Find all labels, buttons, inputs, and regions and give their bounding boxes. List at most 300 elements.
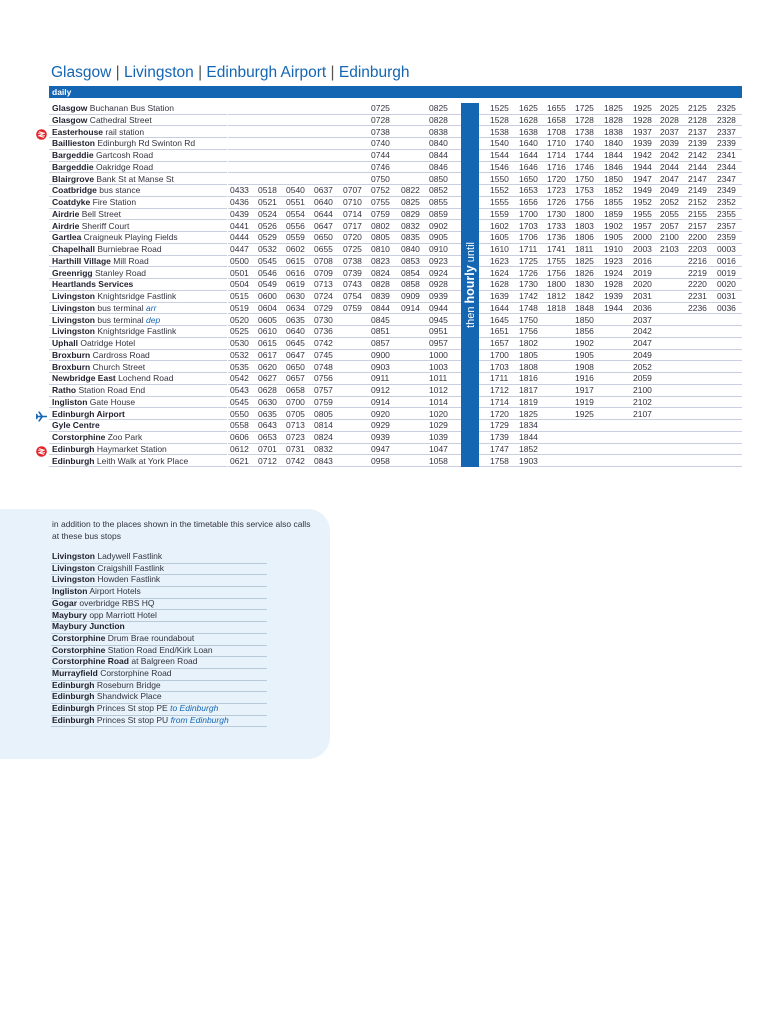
departure-time: 1020 — [429, 408, 448, 419]
departure-time: 1012 — [429, 385, 448, 395]
departure-time: 0822 — [401, 185, 420, 196]
departure-time: 1544 — [490, 150, 509, 160]
departure-time: 0912 — [371, 385, 390, 395]
departure-time: 1852 — [604, 185, 623, 196]
stop-place: Edinburgh Rd Swinton Rd — [94, 138, 196, 149]
departure-time: 0635 — [286, 314, 305, 325]
stop-name — [52, 185, 140, 197]
departure-time: 1645 — [490, 314, 509, 325]
departure-time: 0909 — [401, 291, 420, 301]
departure-time: 1805 — [519, 349, 538, 360]
departure-time: 0835 — [401, 232, 420, 243]
hourly-prefix: then — [465, 306, 477, 328]
departure-time: 1058 — [429, 455, 448, 466]
departure-time: 1902 — [604, 220, 623, 231]
extra-stop-name — [52, 715, 229, 727]
departure-time: 0929 — [371, 420, 390, 431]
departure-time: 0853 — [401, 255, 420, 266]
departure-time: 1826 — [575, 267, 594, 278]
departure-time: 0031 — [717, 291, 736, 301]
title-separator: | — [330, 64, 335, 81]
departure-time: 1733 — [547, 220, 566, 231]
table-row — [49, 279, 742, 291]
departure-time: 1758 — [490, 455, 509, 466]
table-row — [49, 326, 742, 338]
departure-time: 1628 — [519, 114, 538, 125]
stop-name — [52, 432, 142, 444]
departure-time: 0846 — [429, 161, 448, 172]
departure-time: 0524 — [258, 208, 277, 219]
departure-time: 1047 — [429, 443, 448, 454]
table-row — [49, 291, 742, 303]
departure-time: 0436 — [230, 197, 249, 207]
departure-time: 1902 — [575, 338, 594, 348]
timetable — [0, 0, 768, 470]
extra-stop-town: Maybury Junction — [52, 621, 125, 632]
stop-name — [52, 362, 145, 374]
stop-name — [52, 385, 145, 397]
departure-time: 0708 — [314, 255, 333, 266]
departure-time: 2100 — [633, 385, 652, 395]
departure-time: 0945 — [429, 314, 448, 325]
departure-time: 0724 — [314, 291, 333, 301]
departure-time: 1528 — [490, 114, 509, 125]
stop-place: Gate House — [87, 396, 136, 407]
departure-time: 0700 — [286, 396, 305, 407]
departure-time: 1657 — [490, 338, 509, 348]
departure-time: 0542 — [230, 373, 249, 384]
stop-place: bus terminal — [94, 314, 144, 325]
departure-time: 1708 — [547, 126, 566, 137]
departure-time: 2349 — [717, 185, 736, 196]
departure-time: 1741 — [547, 244, 566, 254]
departure-time: 0850 — [429, 173, 448, 184]
stop-place: Lochend Road — [115, 373, 174, 384]
hourly-main: hourly — [463, 265, 477, 304]
departure-time: 0712 — [258, 455, 277, 466]
extra-stop-note: from Edinburgh — [168, 714, 229, 725]
departure-time: 0805 — [314, 408, 333, 419]
stop-town: Coatbridge — [52, 185, 97, 196]
departure-time: 0701 — [258, 443, 277, 454]
departure-time: 0653 — [258, 432, 277, 442]
departure-time: 1039 — [429, 432, 448, 442]
departure-time: 0616 — [286, 267, 305, 278]
departure-time: 0957 — [429, 338, 448, 348]
extra-stop-name — [52, 645, 213, 657]
departure-time: 1925 — [575, 408, 594, 419]
airplane-icon — [36, 409, 47, 420]
departure-time: 0518 — [258, 185, 277, 196]
departure-time: 0630 — [286, 291, 305, 301]
departure-time: 1650 — [519, 173, 538, 184]
departure-time: 2219 — [688, 267, 707, 278]
stop-place: Leith Walk at York Place — [94, 455, 189, 466]
stop-town: Livingston — [52, 291, 95, 301]
stop-place: Haymarket Station — [94, 443, 167, 454]
departure-time: 1916 — [575, 373, 594, 384]
stop-place: bus stance — [96, 185, 141, 196]
departure-time: 2028 — [660, 114, 679, 125]
departure-time: 1939 — [604, 291, 623, 301]
departure-time: 1710 — [547, 138, 566, 149]
departure-time: 2055 — [660, 208, 679, 219]
departure-time: 0640 — [314, 197, 333, 207]
stop-place: Craigneuk Playing Fields — [81, 232, 178, 243]
departure-time: 2019 — [633, 267, 652, 278]
departure-time: 0855 — [429, 197, 448, 207]
extra-stop-place: Corstorphine Road — [97, 668, 172, 678]
departure-time: 2000 — [633, 232, 652, 243]
departure-time: 1730 — [519, 279, 538, 290]
extra-stop-town: Edinburgh — [52, 703, 95, 714]
departure-time: 2059 — [633, 373, 652, 384]
departure-time: 2102 — [633, 396, 652, 407]
departure-time: 1656 — [519, 197, 538, 207]
departure-time: 0759 — [343, 302, 362, 313]
departure-time: 2144 — [688, 161, 707, 172]
stop-town: Livingston — [52, 326, 95, 337]
departure-time: 0742 — [286, 455, 305, 466]
departure-time: 2036 — [633, 302, 652, 313]
departure-time: 1729 — [490, 420, 509, 431]
departure-time: 0939 — [371, 432, 390, 442]
stop-town: Greenrigg — [52, 267, 93, 278]
extra-stop-name — [52, 563, 164, 575]
departure-time: 0543 — [230, 385, 249, 395]
departure-time: 0525 — [230, 326, 249, 337]
departure-time: 0823 — [371, 255, 390, 266]
stop-name — [52, 197, 136, 209]
departure-time: 0628 — [258, 385, 277, 395]
table-row — [49, 268, 742, 280]
stop-name — [52, 209, 121, 221]
departure-time: 1700 — [490, 349, 509, 360]
stop-town: Airdrie — [52, 208, 80, 219]
departure-time: 0745 — [314, 349, 333, 360]
table-row — [49, 350, 742, 362]
extra-stop-name — [52, 574, 160, 586]
departure-time: 0844 — [429, 150, 448, 160]
extra-stop-name — [52, 621, 125, 633]
departure-time: 1644 — [490, 302, 509, 313]
extra-stop-name — [52, 598, 155, 610]
departure-time: 0635 — [258, 408, 277, 419]
departure-time: 0546 — [258, 267, 277, 278]
table-row — [49, 456, 742, 468]
departure-time: 0515 — [230, 291, 249, 301]
hourly-label — [463, 242, 477, 328]
stop-name — [52, 303, 156, 315]
stop-town: Coatdyke — [52, 197, 91, 207]
departure-time: 1623 — [490, 255, 509, 266]
departure-time: 2031 — [633, 291, 652, 301]
stop-town: Ingliston — [52, 396, 88, 407]
departure-time: 2220 — [688, 279, 707, 290]
stop-town: Glasgow — [52, 103, 88, 113]
title-edinburgh: Edinburgh — [338, 64, 410, 81]
departure-time: 1003 — [429, 361, 448, 372]
departure-time: 2044 — [660, 161, 679, 172]
stop-place: Stanley Road — [92, 267, 147, 278]
departure-time: 1756 — [575, 197, 594, 207]
departure-time: 0858 — [401, 279, 420, 290]
departure-time: 0740 — [371, 138, 390, 149]
stop-name — [52, 326, 176, 338]
departure-time: 0723 — [286, 432, 305, 442]
departure-time: 1744 — [575, 150, 594, 160]
extra-stop-place: Ladywell Fastlink — [94, 551, 163, 561]
departure-time: 1825 — [519, 408, 538, 419]
stop-name — [52, 174, 174, 186]
departure-time: 0621 — [230, 455, 249, 466]
departure-time: 0709 — [314, 267, 333, 278]
departure-time: 0637 — [314, 185, 333, 196]
extra-stop-town: Livingston — [52, 551, 95, 561]
departure-time: 2149 — [688, 185, 707, 196]
departure-time: 1957 — [633, 220, 652, 231]
departure-time: 0615 — [286, 255, 305, 266]
departure-time: 2128 — [688, 114, 707, 125]
departure-time: 0558 — [230, 420, 249, 431]
table-row — [49, 420, 742, 432]
stop-place: rail station — [103, 126, 145, 137]
stop-name — [52, 256, 149, 268]
departure-time: 0529 — [258, 232, 277, 243]
departure-time: 0504 — [230, 279, 249, 290]
stop-place: Cathedral Street — [87, 114, 152, 125]
stop-town: Heartlands Services — [52, 279, 134, 290]
stop-town: Glasgow — [52, 114, 88, 125]
departure-time: 2357 — [717, 220, 736, 231]
departure-time: 1800 — [547, 279, 566, 290]
departure-time: 1928 — [604, 279, 623, 290]
departure-time: 0759 — [314, 396, 333, 407]
departure-time: 2216 — [688, 255, 707, 266]
stop-place: Mill Road — [110, 255, 149, 266]
departure-time: 2125 — [688, 103, 707, 113]
stop-name — [52, 279, 133, 291]
departure-time: 2142 — [688, 150, 707, 160]
departure-time: 0433 — [230, 185, 249, 196]
departure-time: 1856 — [575, 326, 594, 337]
departure-time: 0928 — [429, 279, 448, 290]
departure-time: 1917 — [575, 385, 594, 395]
table-row — [49, 103, 742, 115]
departure-time: 0634 — [286, 302, 305, 313]
departure-time: 2100 — [660, 232, 679, 243]
departure-time: 2020 — [633, 279, 652, 290]
departure-time: 1546 — [490, 161, 509, 172]
departure-time: 1825 — [575, 255, 594, 266]
departure-time: 1711 — [490, 373, 509, 384]
departure-time: 1939 — [633, 138, 652, 149]
extra-stop-place: Shandwick Place — [94, 691, 162, 702]
table-row — [49, 397, 742, 409]
departure-time: 0521 — [258, 197, 277, 207]
departure-time: 1816 — [519, 373, 538, 384]
departure-time: 1955 — [633, 208, 652, 219]
stop-town: Corstorphine — [52, 432, 106, 442]
title-glasgow: Glasgow — [51, 64, 112, 81]
extra-stop-name — [52, 668, 172, 680]
rail-icon — [36, 127, 47, 138]
title-edinburgh-airport: Edinburgh Airport — [206, 64, 327, 81]
departure-time: 0944 — [429, 302, 448, 313]
extra-stop-town: Edinburgh — [52, 691, 95, 702]
departure-time: 0554 — [286, 208, 305, 219]
departure-time: 2103 — [660, 244, 679, 254]
extra-stop-town: Livingston — [52, 574, 95, 585]
departure-time: 0828 — [371, 279, 390, 290]
departure-time: 0755 — [371, 197, 390, 207]
departure-time: 1846 — [604, 161, 623, 172]
departure-time: 2025 — [660, 103, 679, 113]
stop-town: Gartlea — [52, 232, 82, 243]
stop-place: Cardross Road — [90, 349, 150, 360]
departure-time: 1903 — [519, 455, 538, 466]
departure-time: 0738 — [371, 126, 390, 137]
departure-time: 0606 — [230, 432, 249, 442]
departure-time: 0924 — [429, 267, 448, 278]
departure-time: 0019 — [717, 267, 736, 278]
stop-place: Zoo Park — [105, 432, 143, 442]
departure-time: 2344 — [717, 161, 736, 172]
departure-time: 0617 — [258, 349, 277, 360]
departure-time: 0914 — [371, 396, 390, 407]
departure-time: 1842 — [575, 291, 594, 301]
departure-time: 2052 — [633, 361, 652, 372]
departure-time: 0832 — [314, 443, 333, 454]
departure-time: 1811 — [575, 244, 594, 254]
table-row — [49, 373, 742, 385]
extra-stop-place: Howden Fastlink — [94, 574, 161, 585]
departure-time: 0551 — [286, 197, 305, 207]
departure-time: 1624 — [490, 267, 509, 278]
departure-time: 0447 — [230, 244, 249, 254]
extra-stop-place: Station Road End/Kirk Loan — [105, 644, 213, 655]
extra-stop-town: Livingston — [52, 562, 95, 573]
departure-time: 0838 — [429, 126, 448, 137]
table-row — [49, 185, 742, 197]
departure-time: 0526 — [258, 220, 277, 231]
departure-time: 0743 — [343, 279, 362, 290]
table-row — [49, 303, 742, 315]
table-row — [49, 409, 742, 421]
departure-time: 1711 — [519, 244, 538, 254]
departure-time: 1755 — [547, 255, 566, 266]
departure-time: 1844 — [519, 432, 538, 442]
departure-time: 0441 — [230, 220, 249, 231]
extra-stop-place: Princes St stop PE — [94, 703, 168, 714]
departure-time: 1706 — [519, 232, 538, 243]
departure-time: 1848 — [575, 302, 594, 313]
departure-time: 1756 — [519, 326, 538, 337]
departure-time: 0725 — [343, 244, 362, 254]
departure-time: 0857 — [371, 338, 390, 348]
departure-time: 1750 — [575, 173, 594, 184]
departure-time: 1625 — [519, 103, 538, 113]
departure-time: 1738 — [575, 126, 594, 137]
departure-time: 0750 — [371, 173, 390, 184]
stop-name — [52, 456, 188, 468]
departure-time: 0757 — [314, 385, 333, 395]
extra-stop-name — [52, 703, 218, 715]
departure-time: 2339 — [717, 138, 736, 149]
departure-time: 1819 — [519, 396, 538, 407]
stop-town: Edinburgh Airport — [52, 408, 125, 419]
departure-time: 0725 — [371, 103, 390, 113]
departure-time: 1947 — [633, 173, 652, 184]
departure-time: 1949 — [633, 185, 652, 196]
departure-time: 2049 — [633, 349, 652, 360]
table-row — [49, 232, 742, 244]
departure-time: 0500 — [230, 255, 249, 266]
departure-time: 2037 — [633, 314, 652, 325]
departure-time: 1800 — [575, 208, 594, 219]
extra-stop-name — [52, 586, 141, 598]
departure-time: 1602 — [490, 220, 509, 231]
extra-stop-place: opp Marriott Hotel — [86, 609, 157, 620]
table-row — [49, 127, 742, 139]
stop-place: Gartcosh Road — [93, 150, 154, 160]
departure-time: 0540 — [286, 185, 305, 196]
stop-town: Livingston — [52, 314, 95, 325]
departure-time: 2042 — [633, 326, 652, 337]
departure-time: 1555 — [490, 197, 509, 207]
departure-time: 1739 — [490, 432, 509, 442]
departure-time: 1723 — [547, 185, 566, 196]
stop-place: Knightsridge Fastlink — [94, 326, 177, 337]
departure-time: 1646 — [519, 161, 538, 172]
departure-time: 1923 — [604, 255, 623, 266]
stop-name — [52, 397, 135, 409]
departure-time: 1803 — [575, 220, 594, 231]
departure-time: 1952 — [633, 197, 652, 207]
departure-time: 2231 — [688, 291, 707, 301]
extra-stop-place: Roseburn Bridge — [94, 679, 161, 690]
stop-place: Church Street — [90, 361, 146, 372]
stop-town: Broxburn — [52, 349, 91, 360]
stop-name — [52, 338, 135, 350]
departure-time: 0530 — [230, 338, 249, 348]
departure-time: 0658 — [286, 385, 305, 395]
departure-time: 0602 — [286, 244, 305, 254]
extra-stop-town: Corstorphine — [52, 632, 106, 643]
departure-time: 2341 — [717, 150, 736, 160]
departure-time: 0610 — [258, 326, 277, 337]
extra-stop-town: Ingliston — [52, 586, 88, 597]
departure-time: 1720 — [490, 408, 509, 419]
departure-time: 0958 — [371, 455, 390, 466]
days-label: daily — [52, 87, 72, 97]
departure-time: 0657 — [286, 373, 305, 384]
departure-time: 1728 — [575, 114, 594, 125]
title-separator: | — [198, 64, 203, 81]
stop-place: Oakridge Road — [93, 161, 154, 172]
stop-name — [52, 444, 167, 456]
stop-name — [52, 150, 153, 162]
departure-time: 2042 — [660, 150, 679, 160]
departure-time: 0825 — [429, 103, 448, 113]
stop-place: Station Road End — [76, 385, 146, 395]
table-row — [49, 174, 742, 186]
departure-time: 2347 — [717, 173, 736, 184]
stop-name — [52, 162, 153, 174]
departure-time: 0843 — [314, 455, 333, 466]
table-row — [49, 338, 742, 350]
departure-time: 0828 — [429, 114, 448, 125]
